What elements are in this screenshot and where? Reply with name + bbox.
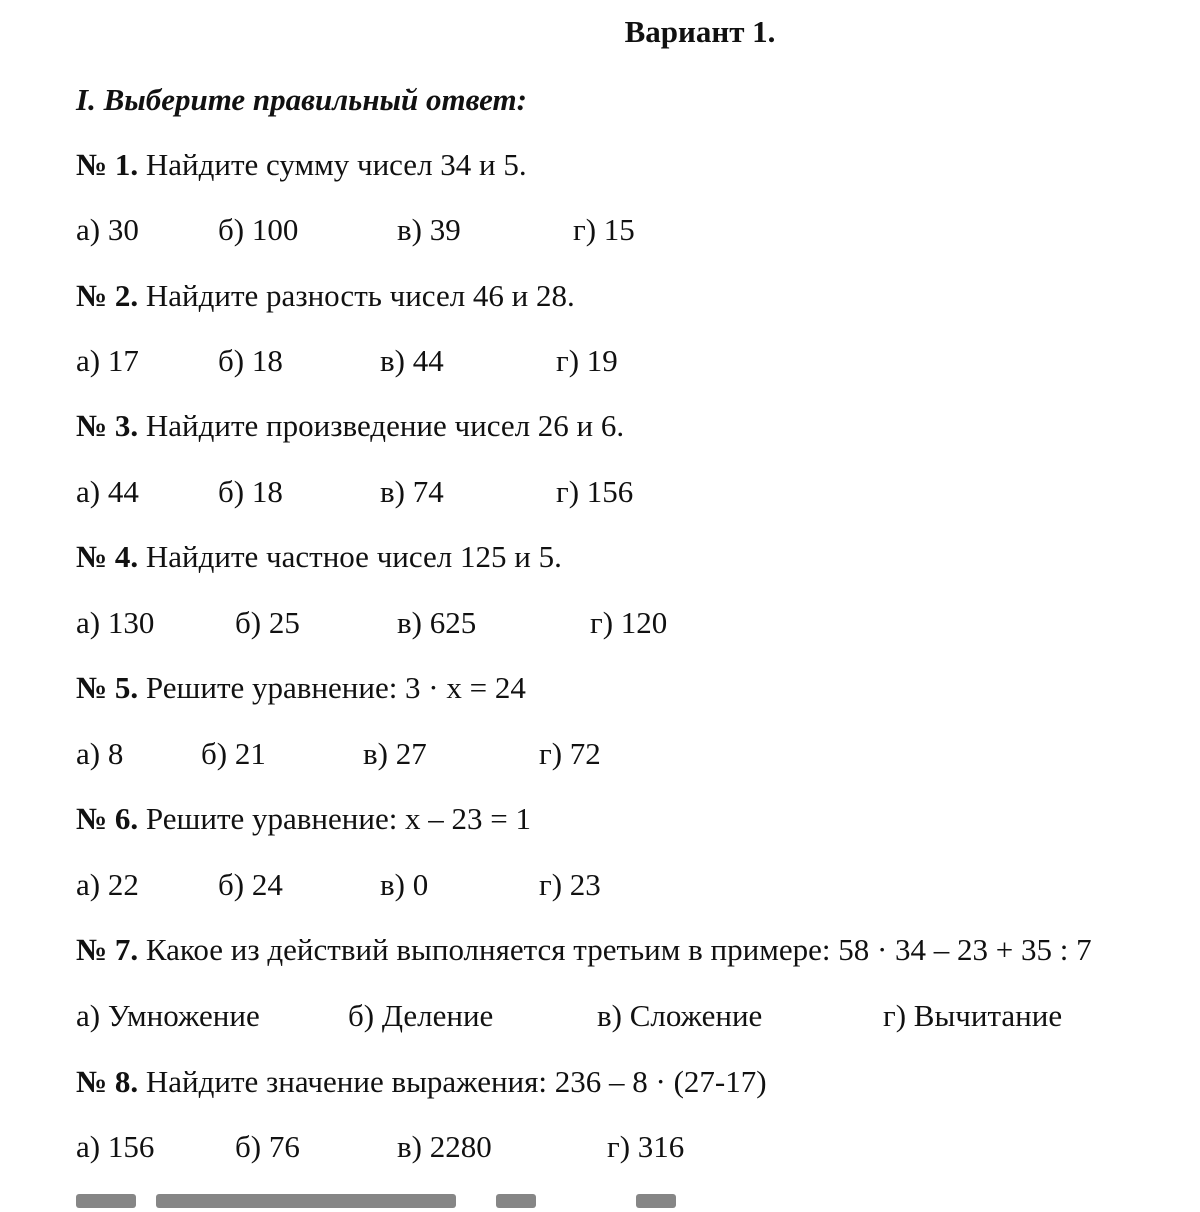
question-1-option-a: а) 30 [76,212,139,247]
question-8 [76,1062,767,1102]
question-5 [76,668,526,708]
question-6-option-a: а) 22 [76,867,139,902]
question-1-option-b: б) 100 [218,212,299,247]
question-3 [76,406,624,446]
question-number: № 4. [76,539,139,574]
question-5-option-c: в) 27 [363,736,427,771]
question-2-option-a: а) 17 [76,343,139,378]
question-6-option-b: б) 24 [218,867,283,902]
question-8-option-d: г) 316 [607,1129,685,1164]
question-number: № 5. [76,670,139,705]
question-4 [76,537,562,577]
question-8-option-c: в) 2280 [397,1129,492,1164]
question-7-option-b: б) Деление [348,998,494,1033]
question-5-option-d: г) 72 [539,736,601,771]
question-2-option-b: б) 18 [218,343,283,378]
question-number: № 3. [76,408,139,443]
question-text: Какое из действий выполняется третьим в примере: 58 · 34 – 23 + 35 : 7 [138,932,1092,967]
question-6-option-c: в) 0 [380,867,429,902]
question-text: Найдите значение выражения: 236 – 8 · (27-17) [138,1064,767,1099]
question-3-option-c: в) 74 [380,474,444,509]
question-3-option-d: г) 156 [556,474,634,509]
question-6-option-d: г) 23 [539,867,601,902]
question-1 [76,145,527,185]
question-5-option-b: б) 21 [201,736,266,771]
question-3-option-a: а) 44 [76,474,139,509]
question-4-option-b: б) 25 [235,605,300,640]
question-text: Найдите сумму чисел 34 и 5. [138,147,527,182]
question-4-option-a: а) 130 [76,605,155,640]
question-text: Найдите разность чисел 46 и 28. [138,278,575,313]
question-2-option-d: г) 19 [556,343,618,378]
question-4-option-d: г) 120 [590,605,668,640]
question-number: № 7. [76,932,139,967]
question-7-option-d: г) Вычитание [883,998,1063,1033]
question-1-option-c: в) 39 [397,212,461,247]
question-8-option-a: а) 156 [76,1129,155,1164]
question-5-option-a: а) 8 [76,736,124,771]
question-number: № 1. [76,147,139,182]
question-number: № 6. [76,801,139,836]
section-heading: I. Выберите правильный ответ: [76,82,527,117]
question-7 [76,930,1092,970]
question-4-option-c: в) 625 [397,605,477,640]
question-3-option-b: б) 18 [218,474,283,509]
question-number: № 8. [76,1064,139,1099]
question-text: Решите уравнение: 3 · x = 24 [138,670,526,705]
question-7-option-a: а) Умножение [76,998,260,1033]
question-number: № 2. [76,278,139,313]
question-6 [76,799,531,839]
question-text: Решите уравнение: x – 23 = 1 [138,801,532,836]
question-1-option-d: г) 15 [573,212,635,247]
question-2-option-c: в) 44 [380,343,444,378]
question-7-option-c: в) Сложение [597,998,763,1033]
question-text: Найдите частное чисел 125 и 5. [138,539,562,574]
question-8-option-b: б) 76 [235,1129,300,1164]
cropped-next-question [76,1188,776,1212]
question-text: Найдите произведение чисел 26 и 6. [138,408,625,443]
variant-title: Вариант 1. [624,14,776,49]
question-2 [76,276,575,316]
